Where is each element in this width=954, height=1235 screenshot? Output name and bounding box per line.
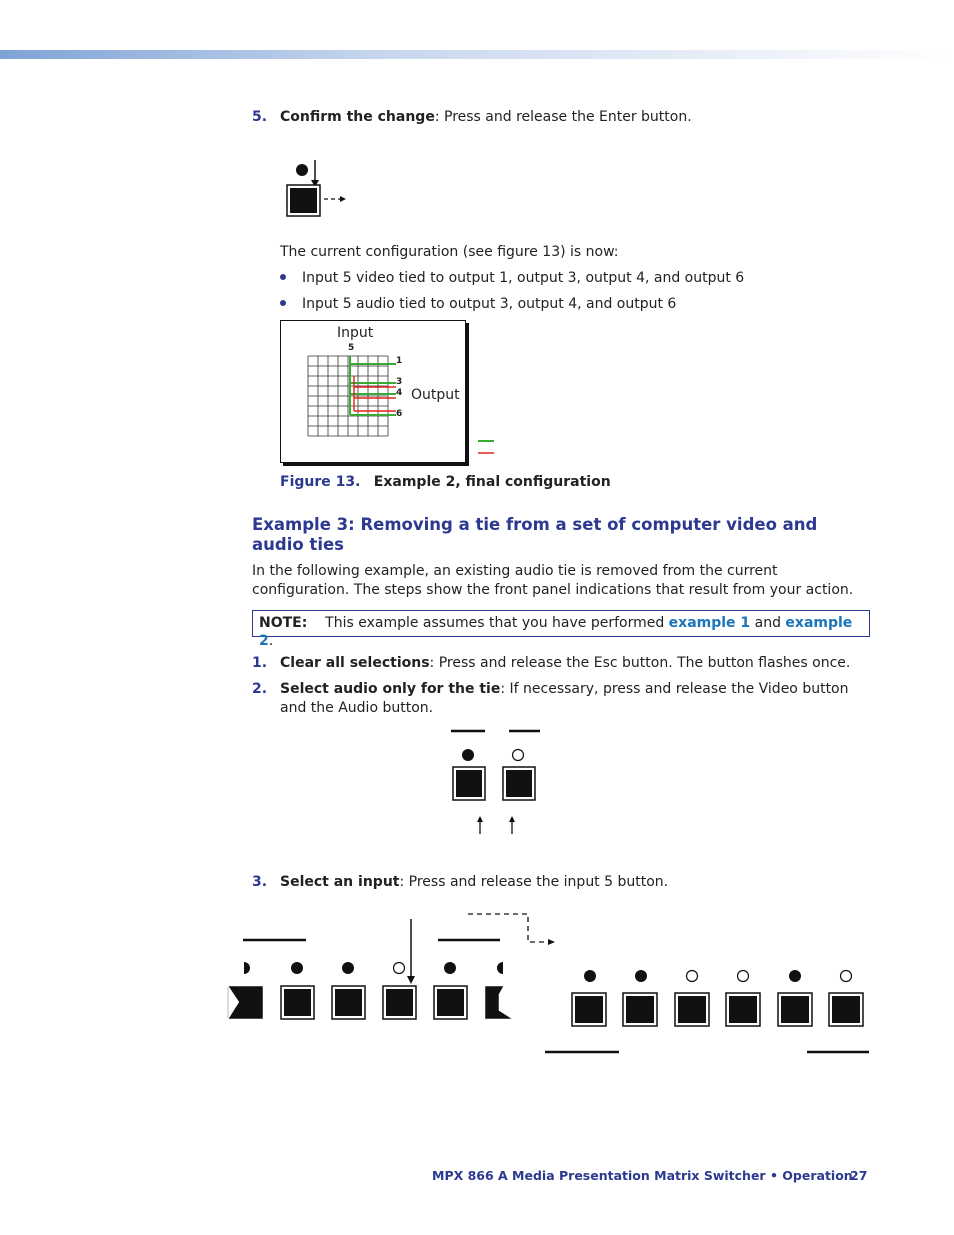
section-intro: In the following example, an existing audio tie is removed from the current configuration. The steps show the front panel indications that result from your action.	[252, 563, 854, 598]
led-on-icon	[291, 962, 303, 974]
button-face	[284, 989, 311, 1016]
step-number: 1.	[252, 655, 268, 671]
step-title: Select an input	[280, 874, 400, 890]
button-face	[832, 996, 860, 1023]
led-on-icon	[444, 962, 456, 974]
step-description: : Press and release the input 5 button.	[399, 874, 669, 890]
step-description: : Press and release the Enter button.	[434, 109, 692, 125]
led-on-icon	[296, 164, 308, 176]
led-on-icon	[244, 962, 250, 974]
button-face	[456, 770, 482, 797]
header-gradient-bar	[0, 50, 954, 59]
led-on-icon	[584, 970, 596, 982]
input-button-partial	[230, 987, 262, 1018]
button-face	[781, 996, 809, 1023]
note-box: NOTE: This example assumes that you have performed example 1 and example 2.	[252, 610, 870, 637]
bullet-icon	[280, 274, 286, 280]
step-number: 2.	[252, 681, 268, 697]
figure-caption-number: Figure 13.	[280, 474, 361, 490]
example-1-link[interactable]: example 1	[668, 615, 751, 631]
button-face	[335, 989, 362, 1016]
arrow-head-icon	[509, 816, 515, 822]
figure-output-label: Output	[411, 387, 460, 403]
step-number: 3.	[252, 874, 268, 890]
led-off-icon	[394, 963, 405, 974]
arrow-head-icon	[548, 939, 555, 945]
figure-output-number: 1	[396, 356, 403, 366]
step-1-text	[280, 654, 870, 673]
route-arrow-icon	[468, 914, 548, 942]
step-description: : If necessary, press and release the Video button and the Audio button.	[280, 681, 849, 716]
section-heading: Example 3: Removing a tie from a set of computer video and audio ties	[252, 515, 818, 554]
step-3-text	[280, 873, 870, 892]
bullet-item: Input 5 video tied to output 1, output 3, output 4, and output 6	[280, 269, 744, 288]
video-audio-buttons-illustration	[448, 728, 548, 838]
input-button-partial	[486, 987, 509, 1018]
led-off-icon	[687, 971, 698, 982]
led-on-icon	[789, 970, 801, 982]
figure-caption	[280, 474, 611, 490]
step-title: Select audio only for the tie	[280, 681, 501, 697]
figure-input-number: 5	[348, 343, 355, 353]
button-face	[678, 996, 706, 1023]
input-output-buttons-illustration	[226, 908, 876, 1058]
legend-swatches	[478, 438, 498, 458]
figure-output-number: 3	[396, 377, 403, 387]
step-2-text	[280, 680, 870, 718]
button-face	[290, 188, 317, 213]
matrix-grid	[308, 356, 398, 438]
arrow-head-icon	[407, 976, 415, 984]
led-on-icon	[497, 962, 503, 974]
arrow-head-icon	[477, 816, 483, 822]
button-face	[506, 770, 532, 797]
figure-input-label: Input	[337, 325, 374, 341]
figure-caption-text: Example 2, final configuration	[373, 474, 611, 490]
button-face	[386, 989, 413, 1016]
button-face	[575, 996, 603, 1023]
led-on-icon	[462, 749, 474, 761]
page-number: 27	[850, 1168, 868, 1183]
note-label: NOTE:	[259, 615, 308, 631]
led-off-icon	[841, 971, 852, 982]
step-title: Clear all selections	[280, 655, 430, 671]
figure-output-number: 4	[396, 388, 403, 398]
step-title: Confirm the change	[280, 109, 435, 125]
current-config-intro: The current configuration (see figure 13) is now:	[280, 244, 619, 260]
button-face	[626, 996, 654, 1023]
bullet-item: Input 5 audio tied to output 3, output 4, and output 6	[280, 295, 676, 314]
figure-output-number: 6	[396, 409, 403, 419]
step-5-text	[280, 108, 692, 127]
step-number: 5.	[252, 109, 268, 125]
enter-button-illustration	[280, 155, 360, 220]
example-2-link[interactable]: example 2	[259, 615, 853, 649]
led-on-icon	[635, 970, 647, 982]
step-5	[252, 108, 267, 127]
led-on-icon	[342, 962, 354, 974]
led-off-icon	[513, 750, 524, 761]
bullet-icon	[280, 300, 286, 306]
button-face	[437, 989, 464, 1016]
led-off-icon	[738, 971, 749, 982]
footer-title: MPX 866 A Media Presentation Matrix Switcher • Operation	[432, 1168, 853, 1183]
button-face	[729, 996, 757, 1023]
step-description: : Press and release the Esc button. The button flashes once.	[429, 655, 851, 671]
arrow-head-icon	[340, 196, 346, 202]
